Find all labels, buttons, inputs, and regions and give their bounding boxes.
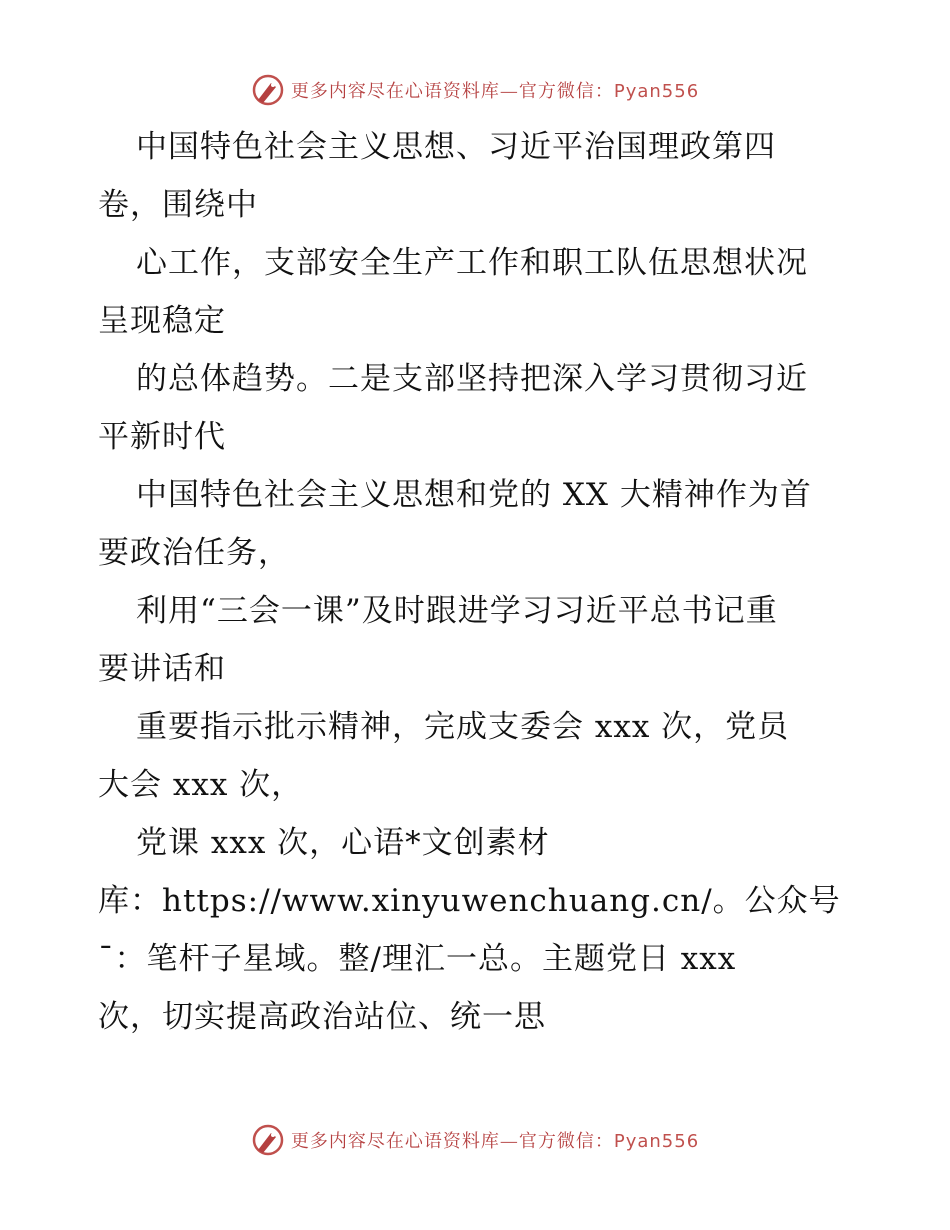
pen-nib-logo-icon (251, 1123, 285, 1157)
footer-banner-text (291, 1127, 699, 1153)
text-line-10: 要讲话和 (98, 651, 226, 687)
text-line-4: 呈现稳定 (98, 303, 226, 339)
text-line-8: 要政治任务， (98, 535, 290, 571)
text-line-1: 中国特色社会主义思想、习近平治国理政第四 (136, 129, 776, 165)
header-banner-separator: — (499, 81, 519, 102)
text-line-9: 利用“三会一课”及时跟进学习习近平总书记重 (136, 593, 778, 629)
text-line-5: 的总体趋势。二是支部坚持把深入学习贯彻习近 (136, 361, 808, 397)
text-line-13: 党课 xxx 次，心语*文创素材 (136, 825, 550, 861)
header-banner-title: 更多内容尽在心语资料库 (290, 81, 500, 102)
header-banner (0, 70, 950, 110)
header-wechat-label: 官方微信： (518, 81, 614, 102)
footer-wechat-id: Pyan556 (613, 1131, 700, 1152)
text-line-2: 卷，围绕中 (98, 187, 258, 223)
header-wechat-id: Pyan556 (613, 81, 700, 102)
text-line-3: 心工作，支部安全生产工作和职工队伍思想状况 (136, 245, 808, 281)
footer-banner-separator: — (499, 1131, 519, 1152)
text-line-15: ¯：笔杆子星域。整/理汇一总。主题党日 xxx (98, 941, 737, 977)
footer-wechat-label: 官方微信： (518, 1131, 614, 1152)
footer-banner (0, 1120, 950, 1160)
pen-nib-logo-icon (251, 73, 285, 107)
text-line-7: 中国特色社会主义思想和党的 XX 大精神作为首 (136, 477, 812, 513)
text-line-6: 平新时代 (98, 419, 226, 455)
text-line-16: 次，切实提高政治站位、统一思 (98, 999, 546, 1035)
text-line-11: 重要指示批示精神，完成支委会 xxx 次，党员 (136, 709, 790, 745)
text-line-12: 大会 xxx 次， (98, 767, 304, 803)
header-banner-text (291, 77, 699, 103)
footer-banner-title: 更多内容尽在心语资料库 (290, 1131, 500, 1152)
text-line-14: 库：https://www.xinyuwenchuang.cn/。公众号 (98, 883, 841, 919)
